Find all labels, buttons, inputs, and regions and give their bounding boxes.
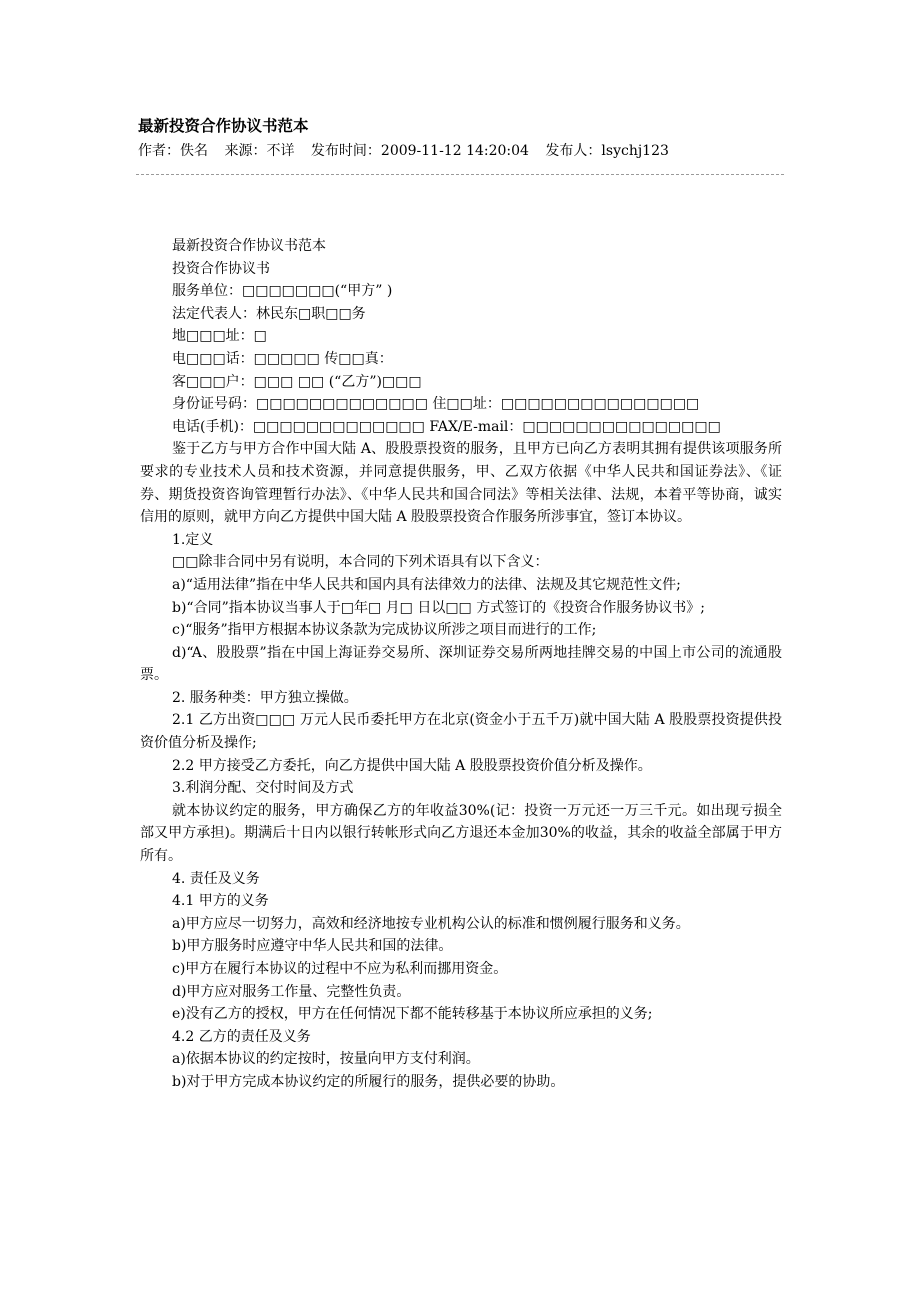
article-header [138, 116, 784, 161]
article-meta [138, 141, 784, 161]
duty-b: b)甲方服务时应遵守中华人民共和国的法律。 [172, 938, 453, 955]
definition-c: c)“服务”指甲方根据本协议条款为完成协议所涉之项目而进行的工作; [172, 622, 597, 639]
field-client: 客□□□户：□□□ □□ (“乙方”)□□□ [172, 373, 422, 390]
definition-d: d)“A、股股票”指在中国上海证券交易所、深圳证券交易所两地挂牌交易的中国上市公司的流通股票。 [140, 644, 782, 684]
clause-2-2: 2.2 甲方接受乙方委托，向乙方提供中国大陆 A 股股票投资价值分析及操作。 [172, 757, 652, 774]
header-divider [136, 174, 784, 175]
clause-4-1: 4.1 甲方的义务 [172, 893, 269, 910]
clause-2-1: 2.1 乙方出资□□□ 万元人民币委托甲方在北京(资金小于五千万)就中国大陆 A 股股票投资提供投资价值分析及操作; [140, 712, 782, 752]
client-duty-b: b)对于甲方完成本协议约定的所履行的服务，提供必要的协助。 [172, 1073, 565, 1090]
author-label: 作者：佚名 [138, 143, 208, 159]
clause-4-2: 4.2 乙方的责任及义务 [172, 1028, 311, 1045]
field-phone-fax: 电□□□话：□□□□□ 传□□真： [172, 350, 393, 367]
section-duties: 4. 责任及义务 [172, 870, 260, 887]
source-label: 来源：不详 [224, 143, 295, 159]
client-duty-a: a)依据本协议的约定按时，按量向甲方支付利润。 [172, 1051, 480, 1068]
paragraph-profit: 就本协议约定的服务，甲方确保乙方的年收益30%(记：投资一万元还一万三千元。如出现亏损全部又甲方承担)。期满后十日内以银行转帐形式向乙方退还本金加30%的收益，其余的收益全部属于甲方所有。 [140, 802, 782, 865]
publisher-label: 发布人：lsychj123 [545, 143, 669, 159]
doc-subtitle: 投资合作协议书 [172, 260, 270, 277]
field-mobile-email: 电话(手机)：□□□□□□□□□□□□□ FAX/E-mail：□□□□□□□□□□□□□□□ [172, 418, 721, 435]
duty-e: e)没有乙方的授权，甲方在任何情况下都不能转移基于本协议所应承担的义务; [172, 1006, 653, 1023]
paragraph-preamble: 鉴于乙方与甲方合作中国大陆 A、股股票投资的服务，且甲方已向乙方表明其拥有提供该项服务所要求的专业技术人员和技术资源，并同意提供服务，甲、乙双方依据《中华人民共和国证券法》、《证券、期货投资咨询管理暂行办法》、《中华人民共和国合同法》等相关法律、法规，本着平等协商，诚实信用的原则，就甲方向乙方提供中国大陆 A 股股票投资合作服务所涉事宜，签订本协议。 [140, 441, 782, 526]
doc-heading: 最新投资合作协议书范本 [172, 238, 326, 254]
field-service-unit: 服务单位：□□□□□□□(“甲方” ) [172, 283, 393, 300]
duty-d: d)甲方应对服务工作量、完整性负责。 [172, 983, 411, 1000]
field-id-address: 身份证号码：□□□□□□□□□□□□□ 住□□址：□□□□□□□□□□□□□□□ [172, 396, 700, 413]
section-definitions: 1.定义 [172, 531, 214, 548]
document-body [140, 235, 782, 1094]
section-service-type: 2. 服务种类：甲方独立操做。 [172, 689, 358, 706]
definitions-intro: □□除非合同中另有说明，本合同的下列术语具有以下含义： [172, 554, 549, 571]
field-legal-rep: 法定代表人：林民东□职□□务 [172, 305, 366, 322]
publish-time: 发布时间：2009-11-12 14:20:04 [310, 143, 529, 159]
definition-a: a)“适用法律”指在中华人民共和国内具有法律效力的法律、法规及其它规范性文件; [172, 576, 681, 593]
definition-b: b)“合同”指本协议当事人于□年□ 月□ 日以□□ 方式签订的《投资合作服务协议书》; [172, 599, 705, 616]
article-title: 最新投资合作协议书范本 [138, 117, 309, 135]
duty-a: a)甲方应尽一切努力，高效和经济地按专业机构公认的标准和惯例履行服务和义务。 [172, 915, 690, 932]
duty-c: c)甲方在履行本协议的过程中不应为私利而挪用资金。 [172, 961, 508, 977]
field-address: 地□□□址：□ [172, 328, 267, 345]
section-profit: 3.利润分配、交付时间及方式 [172, 780, 354, 797]
